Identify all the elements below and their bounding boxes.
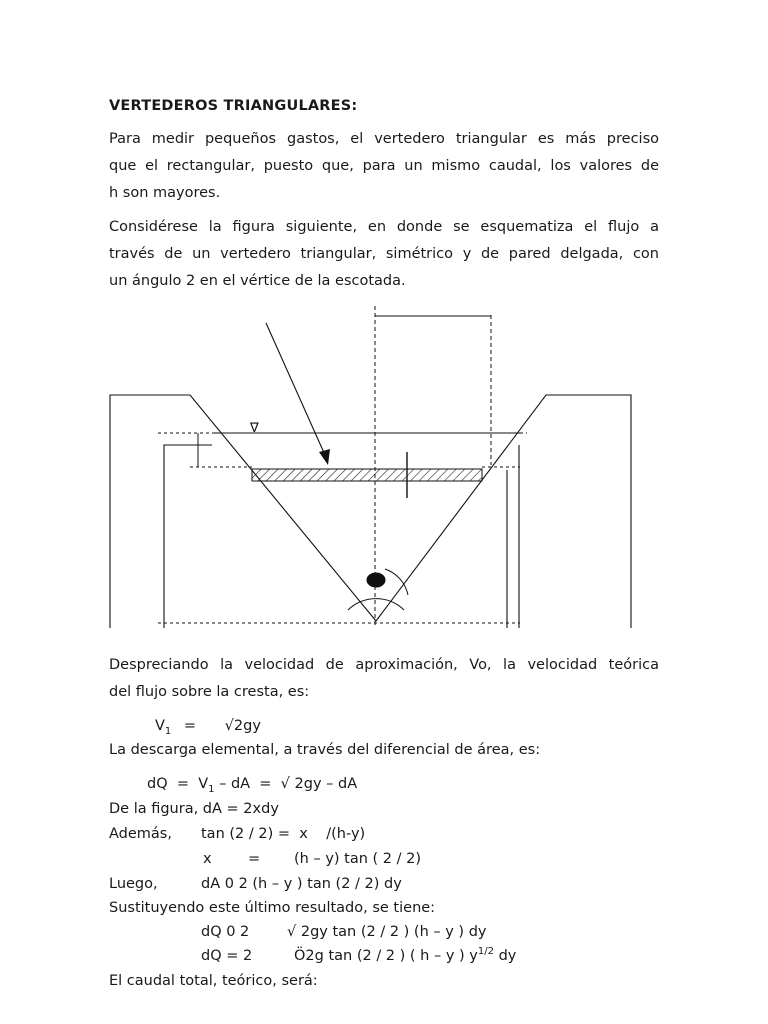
- figure-intro-line-2: través de un vertedero triangular, simétrico y de pared delgada, con: [109, 246, 659, 262]
- angle-arc-2: [385, 569, 408, 595]
- x-equals: =: [248, 851, 261, 867]
- weir-plate: [110, 395, 631, 628]
- after-figure-line-1: Despreciando la velocidad de aproximación, Vo, la velocidad teórica: [109, 657, 659, 673]
- equation-v1: $V_1 = √2gy$: [155, 718, 261, 737]
- x-rhs: (h – y) tan ( 2 / 2): [294, 851, 422, 867]
- vertex-dot: [367, 573, 385, 587]
- dq2-lhs: dQ = 2: [201, 948, 253, 964]
- angle-mark: [348, 569, 408, 610]
- hatched-strip: [252, 469, 482, 481]
- angle-arc: [348, 599, 404, 610]
- ademas-equation: tan (2 / 2) = x /(h-y): [201, 826, 366, 842]
- de-la-figura-text: De la figura, dA = 2xdy: [109, 801, 279, 817]
- figure-intro-line-1: Considérese la figura siguiente, en donde se esquematiza el flujo a: [109, 219, 659, 235]
- after-figure-line-2: del flujo sobre la cresta, es:: [109, 684, 310, 700]
- pointer-arrow: [266, 323, 330, 465]
- arrow-head: [319, 449, 330, 465]
- luego-label: Luego,: [109, 876, 158, 892]
- dq1-rhs: √ 2gy tan (2 / 2 ) (h – y ) dy: [287, 924, 487, 940]
- luego-equation: dA 0 2 (h – y ) tan (2 / 2) dy: [201, 876, 402, 892]
- dq2-rhs: Ö2g tan (2 / 2 ) ( h – y ) $y^{1/2}$ dy: [294, 946, 517, 964]
- equation-dq: dQ = $V_1$ – dA = √ 2gy – dA: [147, 776, 358, 795]
- intro-line-2: que el rectangular, puesto que, para un mismo caudal, los valores de: [109, 158, 659, 174]
- intro-line-1: Para medir pequeños gastos, el vertedero triangular es más preciso: [109, 131, 659, 147]
- sustituyendo-text: Sustituyendo este último resultado, se tiene:: [109, 900, 436, 916]
- left-inner-wall: [164, 445, 212, 628]
- caudal-text: El caudal total, teórico, será:: [109, 973, 318, 989]
- water-level-symbol: ∇: [250, 421, 259, 436]
- section-title: VERTEDEROS TRIANGULARES:: [109, 98, 358, 114]
- x-label: x: [203, 851, 212, 867]
- after-figure-paragraph: [109, 652, 659, 706]
- descarga-text: La descarga elemental, a través del diferencial de área, es:: [109, 742, 541, 758]
- dq1-lhs: dQ 0 2: [201, 924, 250, 940]
- ademas-label: Además,: [109, 826, 172, 842]
- figure-intro-line-3: un ángulo 2 en el vértice de la escotada.: [109, 273, 406, 289]
- intro-line-3: h son mayores.: [109, 185, 221, 201]
- weir-outline: [110, 395, 631, 628]
- elemental-strip: [190, 433, 520, 498]
- vertical-guides: [375, 306, 491, 628]
